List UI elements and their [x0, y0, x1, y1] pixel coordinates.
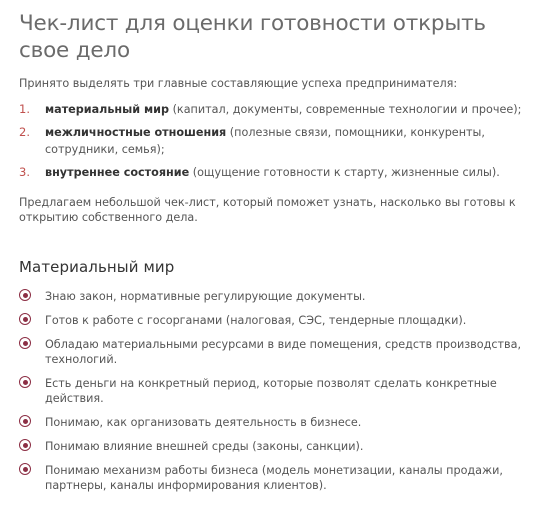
checklist — [19, 289, 531, 502]
list-item-bold: материальный мир — [45, 103, 170, 116]
list-item-text: (капитал, документы, современные технологии и прочее); — [169, 103, 522, 116]
list-item-bold: межличностные отношения — [45, 126, 227, 139]
list-item — [19, 164, 524, 181]
checklist-item-text: Понимаю, как организовать деятельность в бизнесе. — [45, 416, 362, 429]
checklist-item-text: Знаю закон, нормативные регулирующие документы. — [45, 290, 366, 303]
intro-text: Принято выделять три главные составляющие успеха предпринимателя: — [19, 77, 458, 90]
checklist-item — [19, 289, 531, 304]
list-item — [19, 124, 524, 158]
components-list — [19, 101, 524, 187]
page-title: Чек-лист для оценки готовности открыть свое дело — [19, 11, 486, 63]
list-number: 2. — [19, 125, 30, 139]
list-item — [19, 101, 524, 118]
checklist-item — [19, 313, 531, 328]
radio-bullet-icon — [19, 376, 31, 388]
list-number: 3. — [19, 165, 30, 179]
checklist-item-text: Готов к работе с госорганами (налоговая, СЭС, тендерные площадки). — [45, 314, 467, 327]
list-item-text: (полезные связи, помощники, конкуренты, сотрудники, семья); — [45, 126, 485, 156]
checklist-item-text: Есть деньги на конкретный период, которые позволят сделать конкретные действия. — [45, 377, 497, 405]
description-paragraph: Предлагаем небольшой чек-лист, который поможет узнать, насколько вы готовы к открытию собственного дела. — [19, 196, 516, 224]
checklist-item — [19, 376, 531, 406]
list-item-bold: внутреннее состояние — [45, 166, 190, 179]
checklist-item-text: Понимаю влияние внешней среды (законы, санкции). — [45, 440, 364, 453]
checklist-item — [19, 439, 531, 454]
radio-bullet-icon — [19, 289, 31, 301]
radio-bullet-icon — [19, 337, 31, 349]
checklist-item — [19, 337, 531, 367]
checklist-item — [19, 415, 531, 430]
radio-bullet-icon — [19, 463, 31, 475]
radio-bullet-icon — [19, 313, 31, 325]
list-number: 1. — [19, 102, 30, 116]
section-title: Материальный мир — [19, 258, 175, 276]
radio-bullet-icon — [19, 415, 31, 427]
checklist-item-text: Обладаю материальными ресурсами в виде помещения, средств производства, технологий. — [45, 338, 522, 366]
checklist-item-text: Понимаю механизм работы бизнеса (модель монетизации, каналы продажи, партнеры, каналы информирования клиентов). — [45, 464, 503, 492]
radio-bullet-icon — [19, 439, 31, 451]
checklist-item — [19, 463, 531, 493]
list-item-text: (ощущение готовности к старту, жизненные силы). — [189, 166, 500, 179]
